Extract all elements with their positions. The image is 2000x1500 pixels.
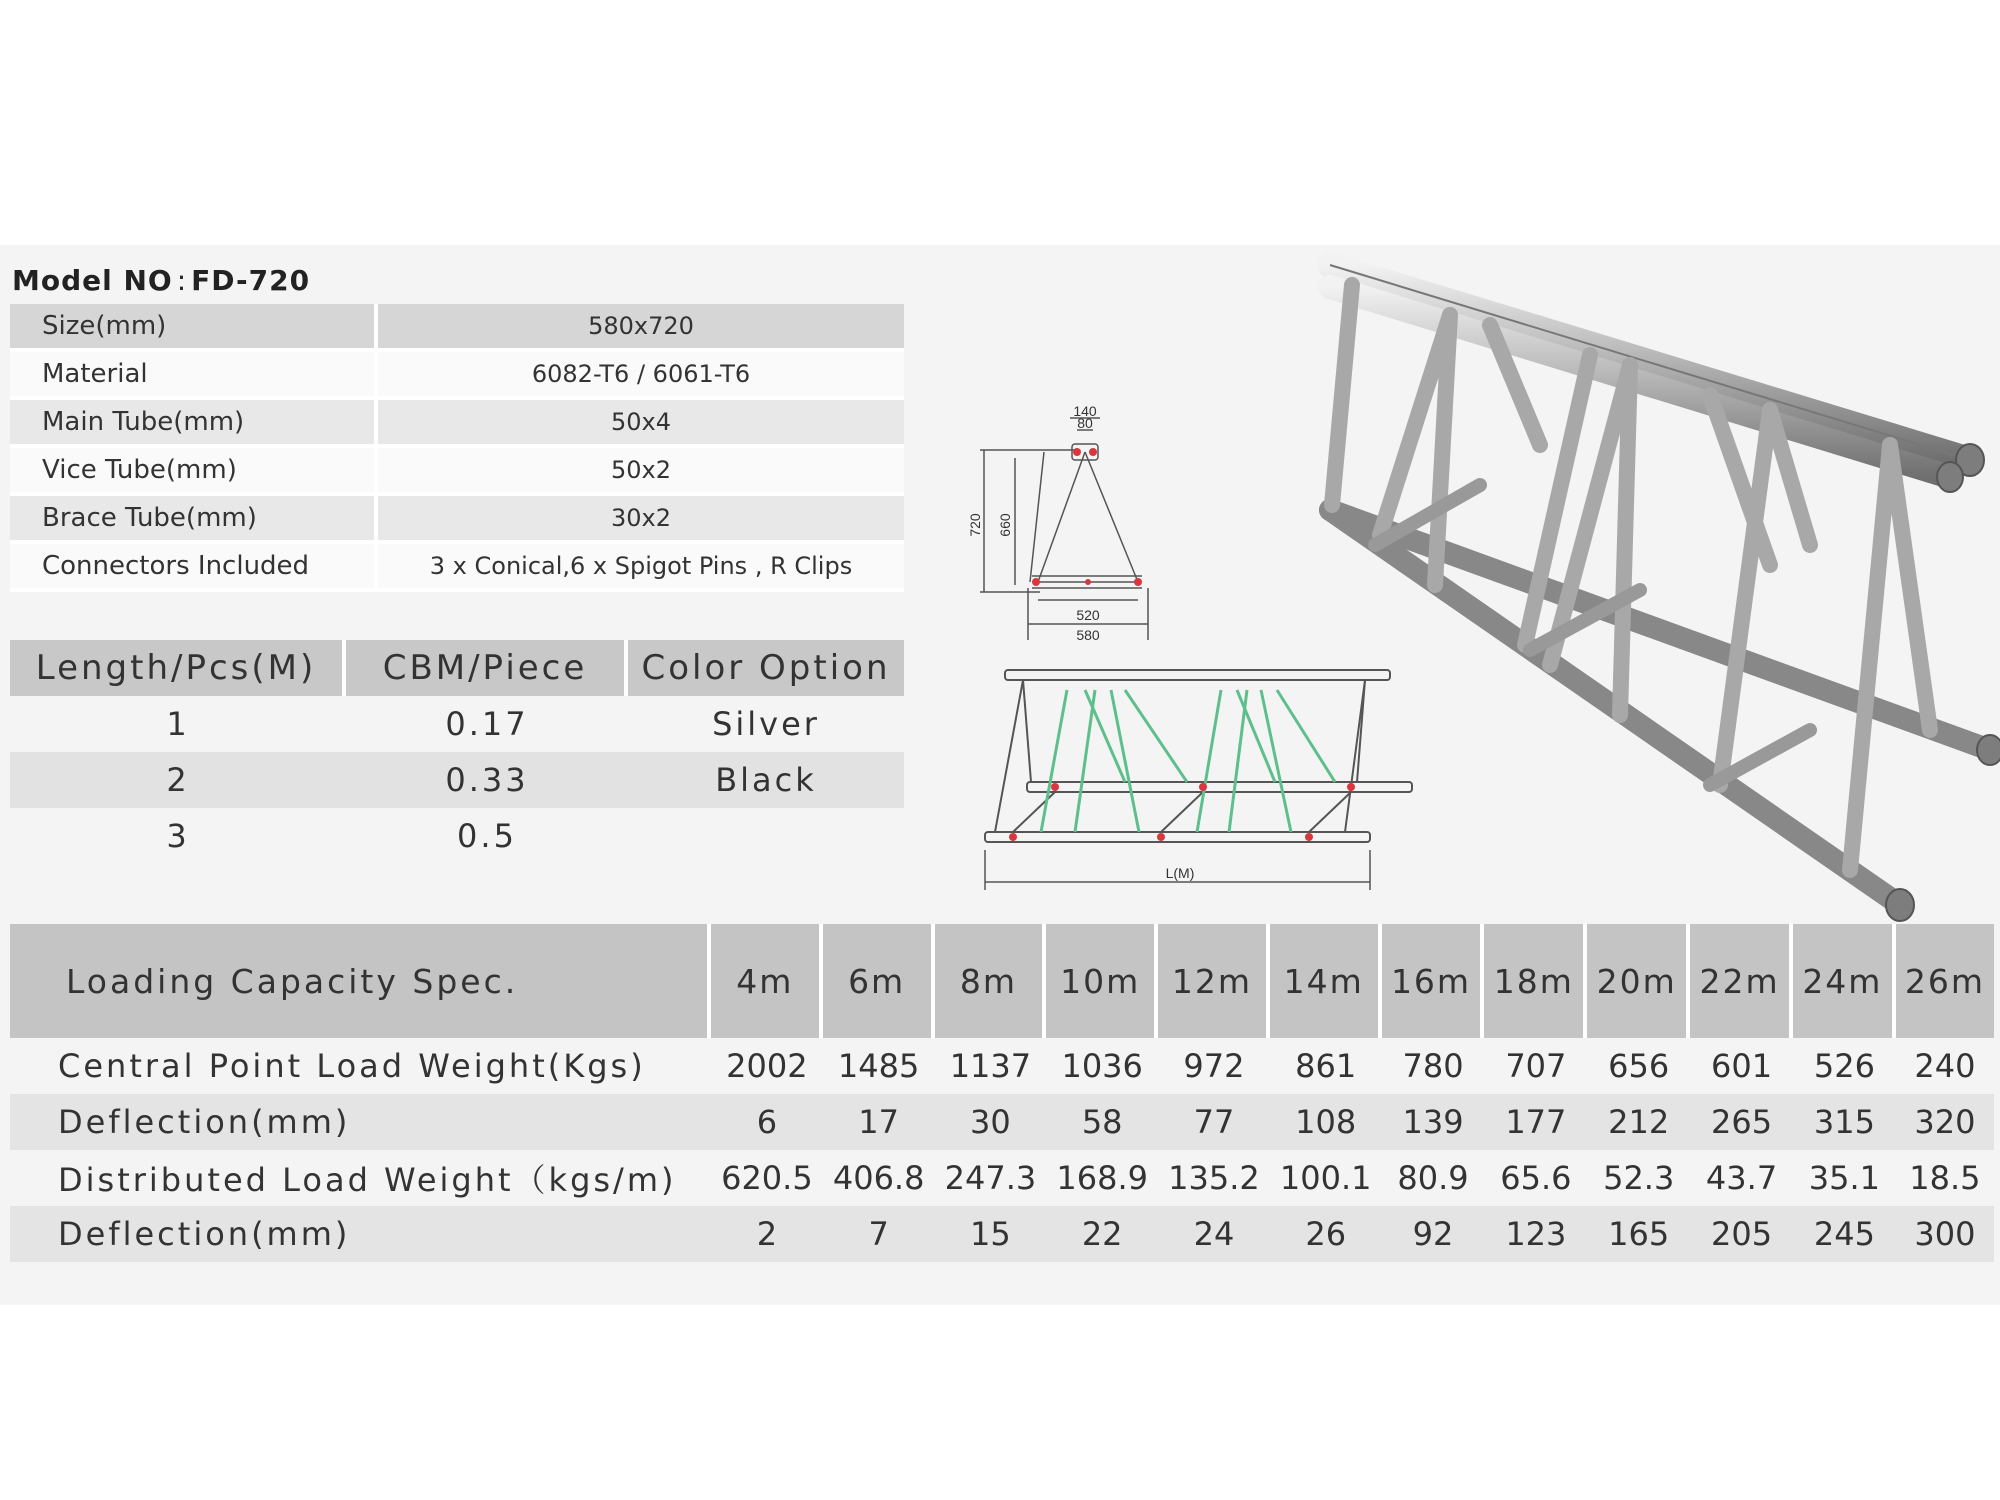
loading-cell: 315 <box>1793 1094 1896 1150</box>
spec-key: Vice Tube(mm) <box>10 448 378 496</box>
truss-illustration <box>1290 245 2000 925</box>
loading-cell: 1485 <box>837 1047 920 1085</box>
loading-cell: 240 <box>1914 1047 1976 1085</box>
packing-table <box>10 640 904 864</box>
loading-cell: 123 <box>1484 1206 1587 1262</box>
model-title: Model NO : FD-720 <box>12 264 311 297</box>
span-header: 24m <box>1793 924 1896 1038</box>
model-number: FD-720 <box>191 264 311 297</box>
loading-cell: 656 <box>1608 1047 1670 1085</box>
loading-cell: 135.2 <box>1168 1159 1260 1197</box>
loading-cell: 406.8 <box>832 1159 925 1197</box>
spec-value: 50x4 <box>378 400 904 448</box>
packing-header: Color Option <box>628 640 904 696</box>
loading-cell: 18.5 <box>1909 1159 1981 1197</box>
loading-cell: 108 <box>1270 1094 1382 1150</box>
loading-cell: 601 <box>1711 1047 1773 1085</box>
loading-cell: 7 <box>823 1206 935 1262</box>
loading-cell: 77 <box>1158 1094 1270 1150</box>
dim-top-inner: 80 <box>1077 415 1093 431</box>
loading-cell: 1036 <box>1061 1047 1143 1085</box>
loading-row <box>10 1150 1994 1206</box>
loading-row-label: Central Point Load Weight(Kgs) <box>58 1047 646 1085</box>
packing-cell: 3 <box>166 817 190 855</box>
loading-cell: 22 <box>1046 1206 1158 1262</box>
loading-cell: 320 <box>1896 1094 1994 1150</box>
loading-cell: 26 <box>1270 1206 1382 1262</box>
span-header: 12m <box>1158 924 1270 1038</box>
dim-top-outer: 140 <box>1073 403 1097 419</box>
spec-key: Material <box>10 352 378 400</box>
packing-header: CBM/Piece <box>346 640 628 696</box>
spec-table <box>10 304 904 592</box>
packing-cell: 2 <box>10 752 346 808</box>
loading-cell: 620.5 <box>721 1159 813 1197</box>
loading-cell: 212 <box>1587 1094 1690 1150</box>
spec-value: 6082-T6 / 6061-T6 <box>378 352 904 400</box>
packing-row <box>10 808 904 864</box>
loading-cell: 24 <box>1158 1206 1270 1262</box>
loading-cell: 6 <box>711 1094 823 1150</box>
loading-row <box>10 1206 1994 1262</box>
loading-cell: 65.6 <box>1500 1159 1572 1197</box>
spec-value: 50x2 <box>378 448 904 496</box>
loading-cell: 526 <box>1813 1047 1875 1085</box>
dim-bottom-outer: 580 <box>1076 627 1100 643</box>
loading-cell: 17 <box>823 1094 935 1150</box>
loading-cell: 177 <box>1484 1094 1587 1150</box>
loading-cell: 300 <box>1896 1206 1994 1262</box>
loading-cell: 58 <box>1046 1094 1158 1150</box>
spec-value: 3 x Conical,6 x Spigot Pins , R Clips <box>378 544 904 592</box>
spec-value: 580x720 <box>378 304 904 352</box>
span-header: 6m <box>823 924 935 1038</box>
loading-cell: 35.1 <box>1808 1159 1881 1197</box>
loading-row-label: Deflection(mm) <box>10 1206 711 1262</box>
spec-row <box>10 496 904 544</box>
span-header: 22m <box>1690 924 1793 1038</box>
loading-cell: 80.9 <box>1397 1159 1469 1197</box>
dim-height-inner: 660 <box>997 513 1013 537</box>
loading-cell: 43.7 <box>1705 1159 1778 1197</box>
span-header: 18m <box>1484 924 1587 1038</box>
loading-cell: 265 <box>1690 1094 1793 1150</box>
packing-row <box>10 696 904 752</box>
spec-row <box>10 544 904 592</box>
packing-header: Length/Pcs(M) <box>10 640 346 696</box>
packing-header-row <box>10 640 904 696</box>
loading-cell: 2 <box>711 1206 823 1262</box>
spec-key: Main Tube(mm) <box>10 400 378 448</box>
loading-cell: 139 <box>1382 1094 1485 1150</box>
span-header: 14m <box>1270 924 1382 1038</box>
spec-row <box>10 304 904 352</box>
spec-key: Size(mm) <box>10 304 378 352</box>
loading-cell: 972 <box>1183 1047 1245 1085</box>
span-header: 26m <box>1896 924 1994 1038</box>
packing-cell: Black <box>628 752 904 808</box>
loading-cell: 205 <box>1690 1206 1793 1262</box>
loading-cell: 165 <box>1587 1206 1690 1262</box>
spec-value: 30x2 <box>378 496 904 544</box>
loading-cell: 2002 <box>726 1047 808 1085</box>
loading-cell: 52.3 <box>1603 1159 1675 1197</box>
packing-cell: 0.33 <box>346 752 628 808</box>
loading-cell: 15 <box>935 1206 1047 1262</box>
packing-cell: 0.17 <box>445 705 529 743</box>
loading-row-label: Deflection(mm) <box>10 1094 711 1150</box>
loading-cell: 245 <box>1793 1206 1896 1262</box>
loading-cell: 861 <box>1295 1047 1357 1085</box>
loading-cell: 1137 <box>949 1047 1032 1085</box>
loading-cell: 168.9 <box>1056 1159 1148 1197</box>
cross-section-drawing <box>967 400 1170 650</box>
spec-row <box>10 448 904 496</box>
loading-capacity-table <box>10 924 1994 1262</box>
packing-cell <box>628 808 904 864</box>
model-label: Model NO <box>12 264 173 297</box>
loading-row <box>10 1038 1994 1094</box>
spec-row <box>10 352 904 400</box>
packing-cell: 1 <box>166 705 190 743</box>
loading-cell: 30 <box>935 1094 1047 1150</box>
span-header: 20m <box>1587 924 1690 1038</box>
loading-row <box>10 1094 1994 1150</box>
packing-row <box>10 752 904 808</box>
spec-key: Connectors Included <box>10 544 378 592</box>
span-header: 16m <box>1382 924 1485 1038</box>
spec-key: Brace Tube(mm) <box>10 496 378 544</box>
packing-cell: Silver <box>712 705 820 743</box>
loading-cell: 92 <box>1382 1206 1485 1262</box>
loading-title: Loading Capacity Spec. <box>10 924 711 1038</box>
packing-cell: 0.5 <box>457 817 517 855</box>
span-header: 8m <box>935 924 1047 1038</box>
spec-row <box>10 400 904 448</box>
loading-cell: 707 <box>1505 1047 1567 1085</box>
length-dimension-label: L(M) <box>1165 865 1195 881</box>
span-header: 10m <box>1046 924 1158 1038</box>
span-header: 4m <box>711 924 823 1038</box>
dim-bottom-inner: 520 <box>1076 607 1100 623</box>
loading-cell: 780 <box>1402 1047 1464 1085</box>
dim-height-outer: 720 <box>967 513 983 537</box>
loading-cell: 247.3 <box>944 1159 1037 1197</box>
loading-header-row <box>10 924 1994 1038</box>
loading-cell: 100.1 <box>1279 1159 1372 1197</box>
loading-row-label: Distributed Load Weight（kgs/m) <box>58 1161 677 1199</box>
